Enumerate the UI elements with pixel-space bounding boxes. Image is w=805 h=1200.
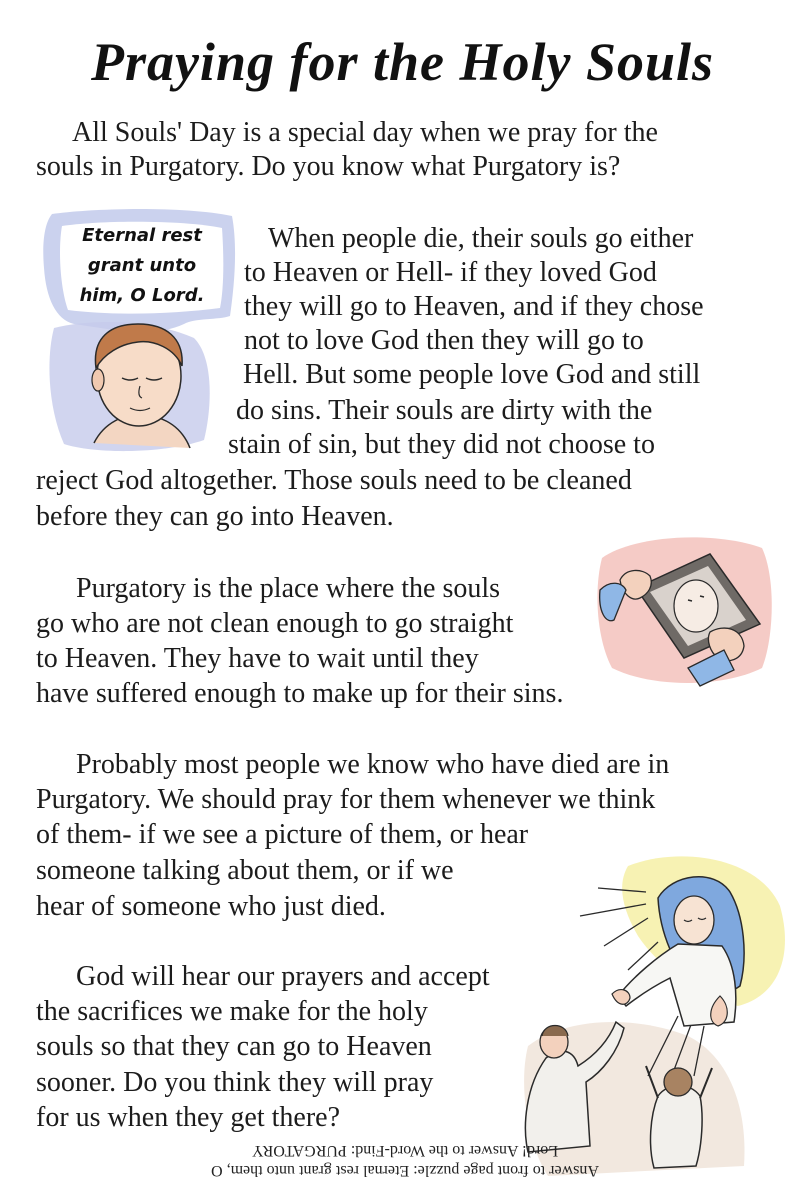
- page-title: Praying for the Holy Souls: [90, 32, 715, 92]
- paragraph-line: sooner. Do you think they will pray: [36, 1067, 434, 1098]
- paragraph-line: Purgatory. We should pray for them whenever we think: [36, 784, 656, 815]
- paragraph-line: reject God altogether. Those souls need to be cleaned: [36, 465, 632, 496]
- paragraph-line: have suffered enough to make up for their sins.: [36, 678, 564, 709]
- speech-bubble-text: Eternal rest grant unto him, O Lord.: [79, 225, 205, 306]
- paragraph-line: to Heaven or Hell- if they loved God: [244, 257, 657, 288]
- paragraph-line: Hell. But some people love God and still: [243, 359, 701, 390]
- paragraph-line: go who are not clean enough to go straight: [36, 608, 514, 639]
- photo-in-hands-illustration: [592, 528, 777, 690]
- paragraph-line: Probably most people we know who have died are in: [76, 749, 670, 780]
- mary-and-souls-illustration: [508, 846, 798, 1180]
- paragraph-line: not to love God then they will go to: [244, 325, 644, 356]
- paragraph-line: they will go to Heaven, and if they chose: [244, 291, 704, 322]
- paragraph-line: stain of sin, but they did not choose to: [228, 429, 655, 460]
- paragraph-line: souls so that they can go to Heaven: [36, 1031, 432, 1062]
- paragraph-line: for us when they get there?: [36, 1102, 340, 1133]
- upside-down-answer-key: Answer to front page puzzle: Eternal rest grant unto them, O Lord! Answer to the Word-Find: PURGATORY: [211, 1142, 599, 1179]
- paragraph-line: souls in Purgatory. Do you know what Purgatory is?: [36, 151, 621, 182]
- paragraph-line: Purgatory is the place where the souls: [76, 573, 501, 604]
- paragraph-line: All Souls' Day is a special day when we pray for the: [72, 117, 658, 148]
- paragraph-line: before they can go into Heaven.: [36, 501, 394, 532]
- paragraph-line: When people die, their souls go either: [268, 223, 694, 254]
- paragraph-line: God will hear our prayers and accept: [76, 961, 490, 992]
- paragraph-line: hear of someone who just died.: [36, 891, 386, 922]
- paragraph-line: to Heaven. They have to wait until they: [36, 643, 479, 674]
- paragraph-line: someone talking about them, or if we: [36, 855, 454, 886]
- paragraph-line: of them- if we see a picture of them, or hear: [36, 819, 529, 850]
- paragraph-line: do sins. Their souls are dirty with the: [236, 395, 653, 426]
- paragraph-line: the sacrifices we make for the holy: [36, 996, 428, 1027]
